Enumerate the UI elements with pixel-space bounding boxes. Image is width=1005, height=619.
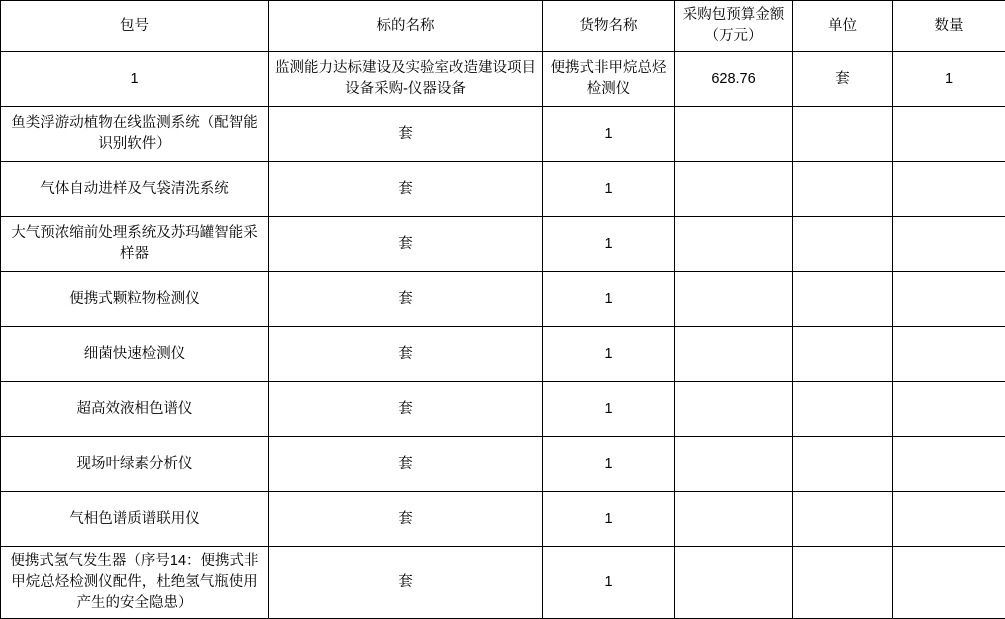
cell-unit <box>793 327 893 382</box>
cell-quantity <box>893 547 1005 619</box>
column-header-unit: 单位 <box>793 1 893 52</box>
cell-subject-name: 套 <box>269 382 543 437</box>
cell-subject-name: 套 <box>269 272 543 327</box>
table-row <box>1 382 1005 437</box>
cell-unit <box>793 382 893 437</box>
table-row <box>1 107 1005 162</box>
cell-quantity <box>893 162 1005 217</box>
cell-budget-amount <box>675 162 793 217</box>
cell-quantity <box>893 492 1005 547</box>
column-header-package-no: 包号 <box>1 1 269 52</box>
cell-budget-amount <box>675 272 793 327</box>
cell-unit <box>793 437 893 492</box>
cell-quantity <box>893 217 1005 272</box>
cell-package-no: 便携式氢气发生器（序号14：便携式非甲烷总烃检测仪配件，杜绝氢气瓶使用产生的安全隐患） <box>1 547 269 619</box>
cell-package-no: 超高效液相色谱仪 <box>1 382 269 437</box>
table-header <box>1 1 1005 52</box>
column-header-goods-name: 货物名称 <box>543 1 675 52</box>
table-row <box>1 437 1005 492</box>
cell-quantity <box>893 327 1005 382</box>
cell-package-no: 鱼类浮游动植物在线监测系统（配智能识别软件） <box>1 107 269 162</box>
cell-unit <box>793 272 893 327</box>
cell-budget-amount <box>675 217 793 272</box>
cell-unit <box>793 217 893 272</box>
cell-unit <box>793 547 893 619</box>
cell-subject-name: 套 <box>269 437 543 492</box>
cell-package-no: 细菌快速检测仪 <box>1 327 269 382</box>
cell-unit <box>793 162 893 217</box>
cell-goods-name: 1 <box>543 492 675 547</box>
cell-goods-name: 1 <box>543 327 675 382</box>
cell-subject-name: 套 <box>269 492 543 547</box>
cell-goods-name: 1 <box>543 382 675 437</box>
cell-subject-name: 套 <box>269 547 543 619</box>
table-row <box>1 547 1005 619</box>
cell-package-no: 气相色谱质谱联用仪 <box>1 492 269 547</box>
cell-subject-name: 监测能力达标建设及实验室改造建设项目设备采购-仪器设备 <box>269 52 543 107</box>
table-row <box>1 492 1005 547</box>
column-header-quantity: 数量 <box>893 1 1005 52</box>
cell-subject-name: 套 <box>269 162 543 217</box>
column-header-budget-amount: 采购包预算金额（万元） <box>675 1 793 52</box>
cell-goods-name: 1 <box>543 162 675 217</box>
cell-quantity <box>893 272 1005 327</box>
cell-goods-name: 1 <box>543 547 675 619</box>
column-header-subject-name: 标的名称 <box>269 1 543 52</box>
cell-unit <box>793 107 893 162</box>
cell-budget-amount <box>675 437 793 492</box>
cell-goods-name: 1 <box>543 272 675 327</box>
cell-subject-name: 套 <box>269 107 543 162</box>
cell-quantity <box>893 437 1005 492</box>
table-header-row <box>1 1 1005 52</box>
cell-quantity <box>893 382 1005 437</box>
cell-goods-name: 1 <box>543 107 675 162</box>
table-row <box>1 162 1005 217</box>
cell-quantity: 1 <box>893 52 1005 107</box>
table-row <box>1 217 1005 272</box>
cell-budget-amount <box>675 327 793 382</box>
table-body <box>1 52 1005 619</box>
cell-budget-amount: 628.76 <box>675 52 793 107</box>
cell-goods-name: 1 <box>543 217 675 272</box>
cell-budget-amount <box>675 547 793 619</box>
cell-subject-name: 套 <box>269 327 543 382</box>
table-row <box>1 52 1005 107</box>
cell-unit <box>793 492 893 547</box>
cell-package-no: 便携式颗粒物检测仪 <box>1 272 269 327</box>
cell-budget-amount <box>675 492 793 547</box>
table-row <box>1 327 1005 382</box>
cell-package-no: 大气预浓缩前处理系统及苏玛罐智能采样器 <box>1 217 269 272</box>
cell-package-no: 1 <box>1 52 269 107</box>
cell-package-no: 气体自动进样及气袋清洗系统 <box>1 162 269 217</box>
cell-budget-amount <box>675 382 793 437</box>
cell-quantity <box>893 107 1005 162</box>
cell-goods-name: 1 <box>543 437 675 492</box>
cell-goods-name: 便携式非甲烷总烃检测仪 <box>543 52 675 107</box>
table-row <box>1 272 1005 327</box>
cell-unit: 套 <box>793 52 893 107</box>
cell-budget-amount <box>675 107 793 162</box>
cell-subject-name: 套 <box>269 217 543 272</box>
cell-package-no: 现场叶绿素分析仪 <box>1 437 269 492</box>
